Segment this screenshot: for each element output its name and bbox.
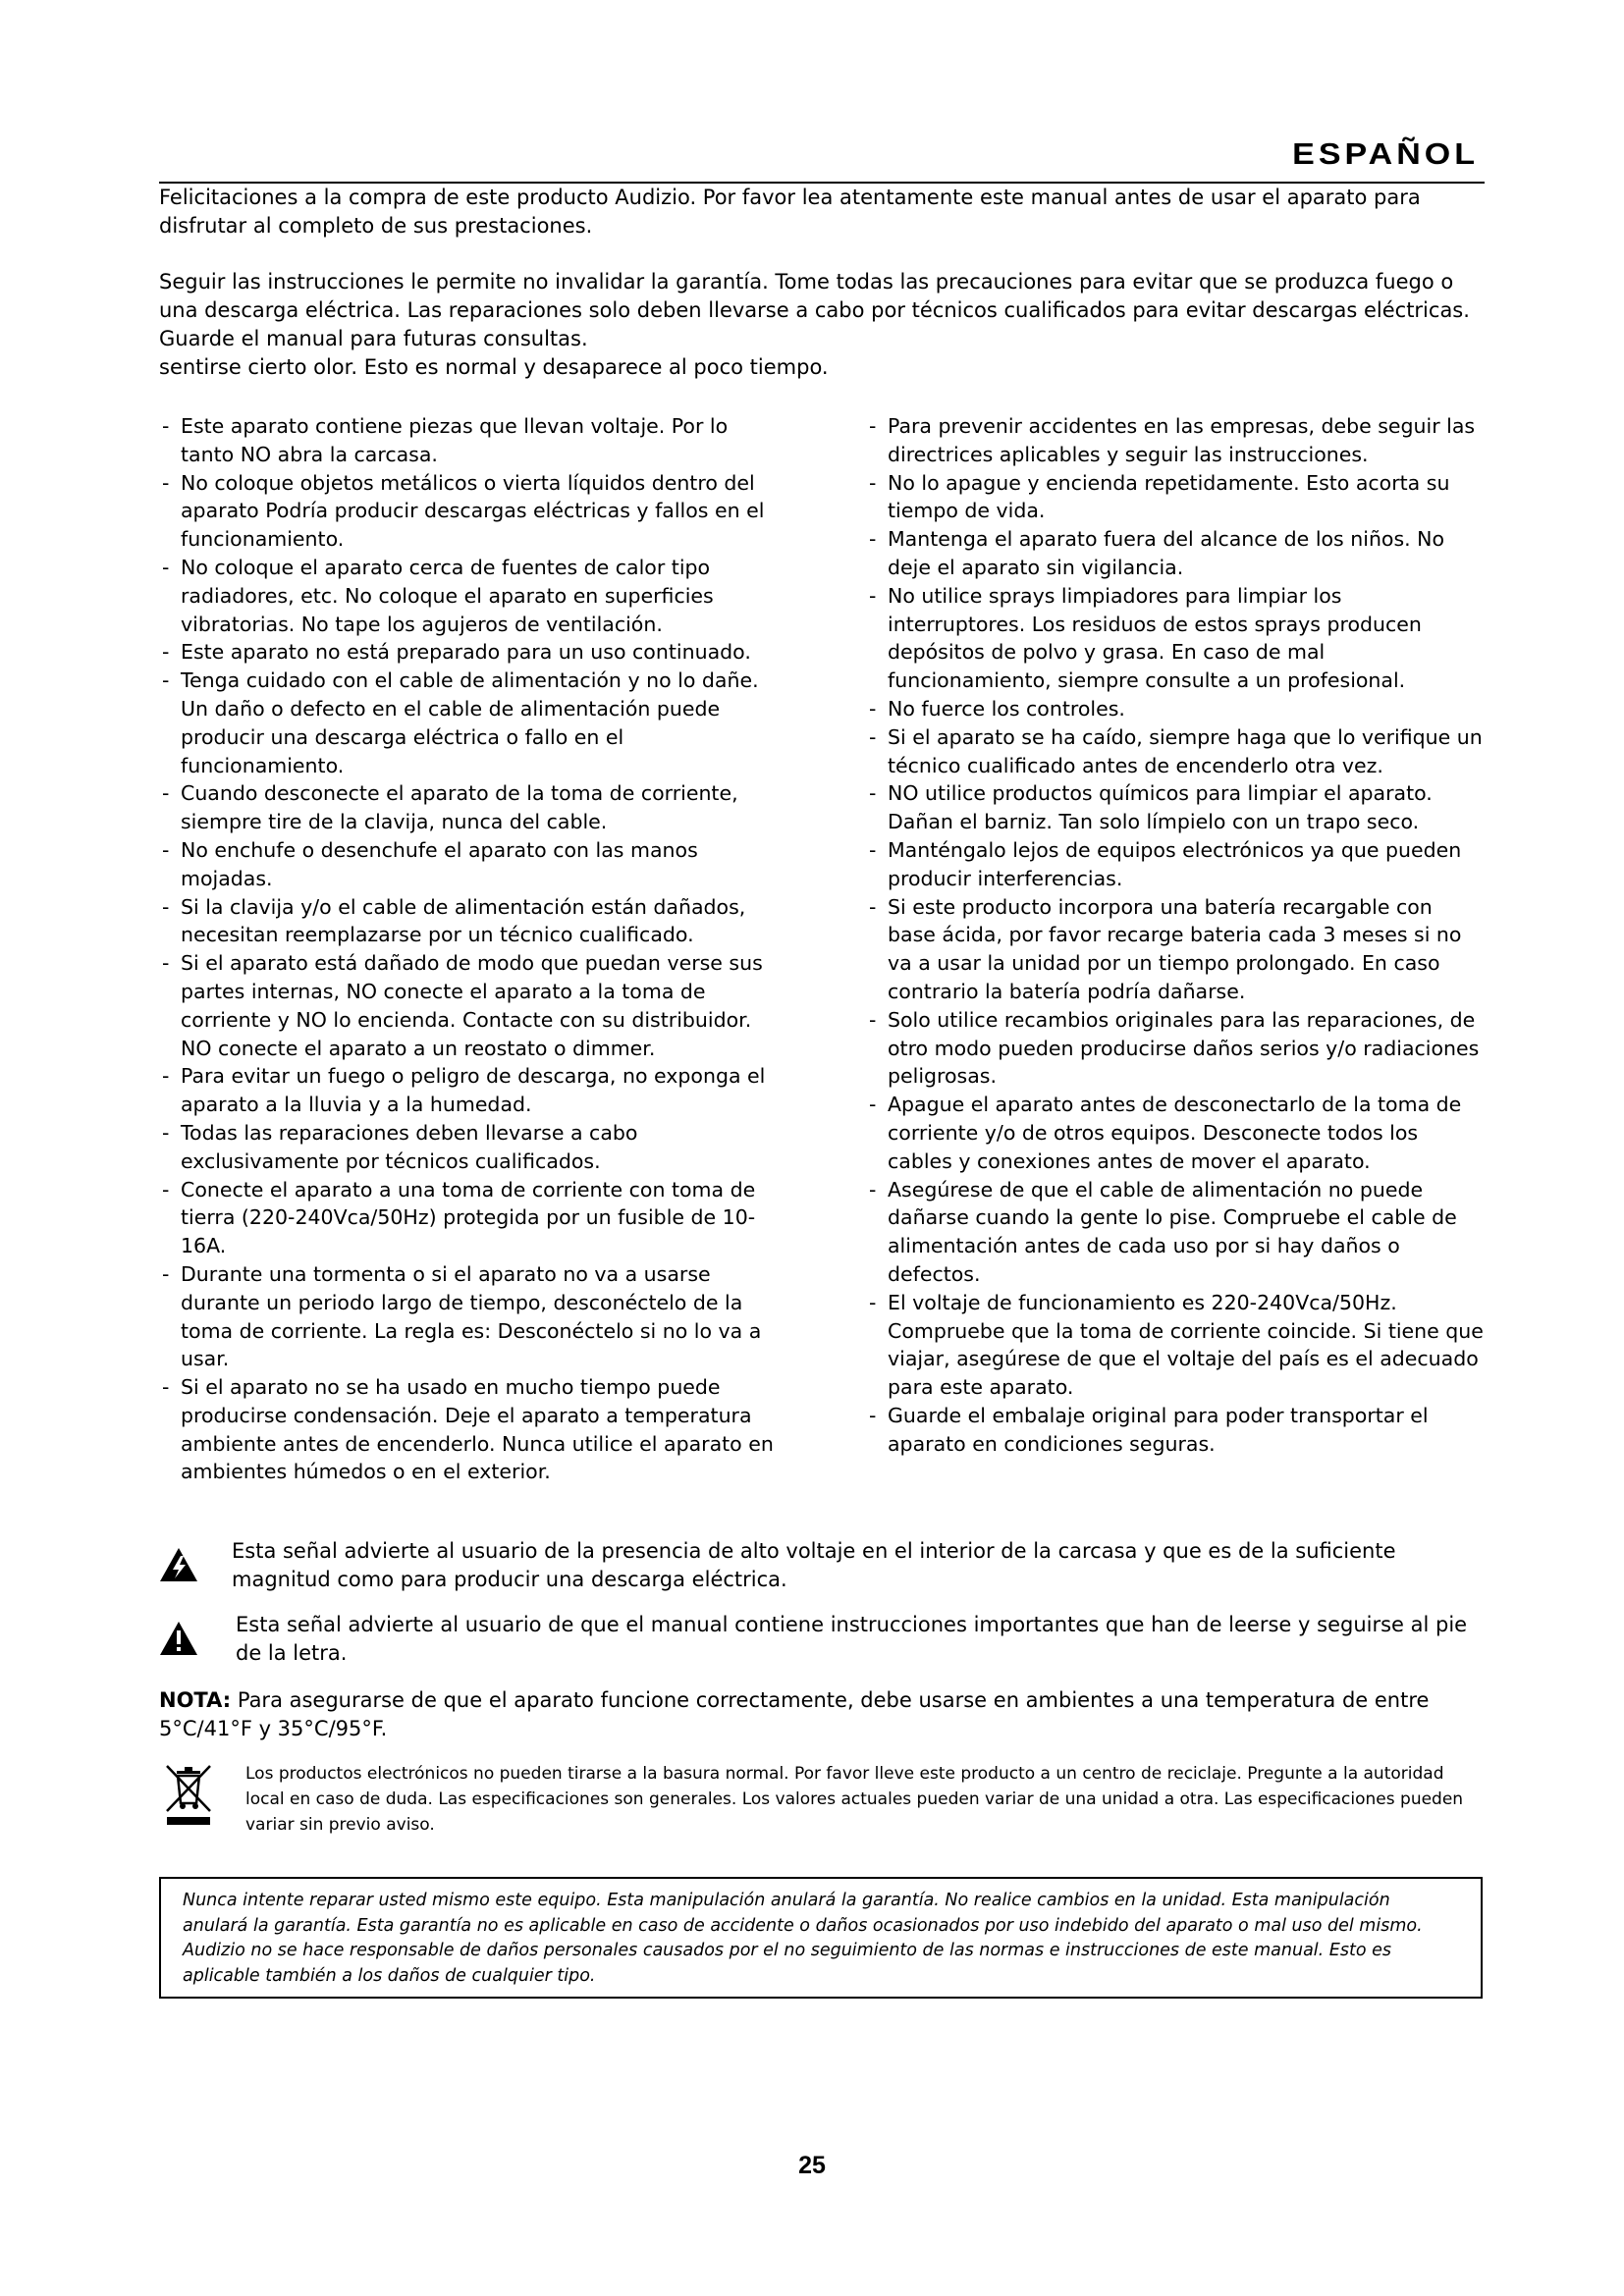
note-label: NOTA: bbox=[159, 1688, 232, 1712]
list-item: - Cuando desconecte el aparato de la toma de corriente, siempre tire de la clavija, nunca del cable. bbox=[159, 779, 778, 836]
smell-text: sentirse cierto olor. Esto es normal y desaparece al poco tiempo. bbox=[159, 355, 829, 379]
list-item: - NO utilice productos químicos para limpiar el aparato. Dañan el barniz. Tan solo límpielo con un trapo seco. bbox=[866, 779, 1485, 836]
high-voltage-icon bbox=[159, 1547, 198, 1582]
page-language-title: ESPAÑOL bbox=[1292, 136, 1479, 172]
weee-crossed-bin-icon bbox=[163, 1764, 214, 1827]
safety-instructions bbox=[159, 412, 1485, 1486]
list-item: - Todas las reparaciones deben llevarse a cabo exclusivamente por técnicos cualificados. bbox=[159, 1119, 778, 1176]
safety-list-right bbox=[866, 412, 1485, 1486]
list-item: - No fuerce los controles. bbox=[866, 695, 1485, 723]
temperature-note bbox=[159, 1686, 1485, 1743]
list-item: - Manténgalo lejos de equipos electrónicos ya que pueden producir interferencias. bbox=[866, 836, 1485, 893]
warranty-disclaimer-text: Nunca intente reparar usted mismo este equipo. Esta manipulación anulará la garantía. No realice cambios en la unidad. Esta manipulación anulará la garantía. Esta garantía no es aplicable en caso de accidente o daños ocasionados por uso indebido del aparato o mal uso del mismo. Audizio no se hace responsable de daños personales causados por el no seguimiento de las normas e instrucciones de este manual. Esto es aplicable también a los daños de cualquier tipo. bbox=[183, 1891, 1423, 1986]
list-item: - Conecte el aparato a una toma de corriente con toma de tierra (220-240Vca/50Hz) protegida por un fusible de 10-16A. bbox=[159, 1176, 778, 1260]
list-item: - Asegúrese de que el cable de alimentación no puede dañarse cuando la gente lo pise. Compruebe el cable de alimentación antes de cada uso por si hay daños o defectos. bbox=[866, 1176, 1485, 1289]
list-item: - Para prevenir accidentes en las empresas, debe seguir las directrices aplicables y seguir las instrucciones. bbox=[866, 412, 1485, 469]
exclamation-warning-icon bbox=[159, 1621, 198, 1656]
list-item: - Si el aparato no se ha usado en mucho tiempo puede producirse condensación. Deje el aparato a temperatura ambiente antes de encenderlo. Nunca utilice el aparato en ambientes húmedos o en el exterior. bbox=[159, 1373, 778, 1486]
list-item: - Si la clavija y/o el cable de alimentación están dañados, necesitan reemplazarse por un técnico cualificado. bbox=[159, 893, 778, 950]
list-item: - No coloque el aparato cerca de fuentes de calor tipo radiadores, etc. No coloque el aparato en superficies vibratorias. No tape los agujeros de ventilación. bbox=[159, 554, 778, 638]
smell-paragraph bbox=[159, 353, 1485, 382]
note-text: Para asegurarse de que el aparato funcione correctamente, debe usarse en ambientes a una temperatura de entre 5°C/41°F y 35°C/95°F. bbox=[159, 1688, 1430, 1740]
list-item: - No enchufe o desenchufe el aparato con las manos mojadas. bbox=[159, 836, 778, 893]
list-item: - Guarde el embalaje original para poder transportar el aparato en condiciones seguras. bbox=[866, 1402, 1485, 1459]
intro-text: Felicitaciones a la compra de este producto Audizio. Por favor lea atentamente este manual antes de usar el aparato para disfrutar al completo de sus prestaciones. bbox=[159, 186, 1421, 238]
list-item: - Si este producto incorpora una batería recargable con base ácida, por favor recarge bateria cada 3 meses si no va a usar la unidad por un tiempo prolongado. En caso contrario la batería podría dañarse. bbox=[866, 893, 1485, 1006]
warranty-intro-paragraph bbox=[159, 268, 1485, 353]
list-item: - Durante una tormenta o si el aparato no va a usarse durante un periodo largo de tiempo, desconéctelo de la toma de corriente. La regla es: Desconéctelo si no lo va a usar. bbox=[159, 1260, 778, 1373]
list-item: - No lo apague y encienda repetidamente. Esto acorta su tiempo de vida. bbox=[866, 469, 1485, 526]
instructions-warning-text: Esta señal advierte al usuario de que el manual contiene instrucciones importantes que han de leerse y seguirse al pie de la letra. bbox=[236, 1613, 1468, 1665]
list-item: - Tenga cuidado con el cable de alimentación y no lo dañe. Un daño o defecto en el cable de alimentación puede producir una descarga eléctrica o fallo en el funcionamiento. bbox=[159, 667, 778, 779]
warranty-intro-text: Seguir las instrucciones le permite no invalidar la garantía. Tome todas las precauciones para evitar que se produzca fuego o una descarga eléctrica. Las reparaciones solo deben llevarse a cabo por técnicos cualificados para evitar descargas eléctricas. Guarde el manual para futuras consultas. bbox=[159, 270, 1470, 350]
list-item: - Para evitar un fuego o peligro de descarga, no exponga el aparato a la lluvia y a la humedad. bbox=[159, 1062, 778, 1119]
list-item: - El voltaje de funcionamiento es 220-240Vca/50Hz. Compruebe que la toma de corriente coincide. Si tiene que viajar, asegúrese de que el voltaje del país es el adecuado para este aparato. bbox=[866, 1289, 1485, 1402]
page-number: 25 bbox=[798, 2152, 826, 2179]
list-item: - No utilice sprays limpiadores para limpiar los interruptores. Los residuos de estos sprays producen depósitos de polvo y grasa. En caso de mal funcionamiento, siempre consulte a un profesional. bbox=[866, 582, 1485, 695]
safety-list-left bbox=[159, 412, 778, 1486]
recycling-notice: Los productos electrónicos no pueden tirarse a la basura normal. Por favor lleve este producto a un centro de reciclaje. Pregunte a la autoridad local en caso de duda. Las especificaciones son generales. Los valores actuales pueden variar de una unidad a otra. Las especificaciones pueden variar sin previo aviso. bbox=[245, 1764, 1464, 1835]
list-item: - Solo utilice recambios originales para las reparaciones, de otro modo pueden producirse daños serios y/o radiaciones peligrosas. bbox=[866, 1006, 1485, 1091]
intro-paragraph bbox=[159, 184, 1485, 240]
high-voltage-warning-text: Esta señal advierte al usuario de la presencia de alto voltaje en el interior de la carcasa y que es de la suficiente magnitud como para producir una descarga eléctrica. bbox=[232, 1539, 1396, 1591]
list-item: - No coloque objetos metálicos o vierta líquidos dentro del aparato Podría producir descargas eléctricas y fallos en el funcionamiento. bbox=[159, 469, 778, 554]
list-item: - Mantenga el aparato fuera del alcance de los niños. No deje el aparato sin vigilancia. bbox=[866, 525, 1485, 582]
list-item: - Si el aparato se ha caído, siempre haga que lo verifique un técnico cualificado antes de encenderlo otra vez. bbox=[866, 723, 1485, 780]
list-item: - Apague el aparato antes de desconectarlo de la toma de corriente y/o de otros equipos. Desconecte todos los cables y conexiones antes de mover el aparato. bbox=[866, 1091, 1485, 1175]
list-item: - Este aparato no está preparado para un uso continuado. bbox=[159, 638, 778, 667]
list-item: - Este aparato contiene piezas que llevan voltaje. Por lo tanto NO abra la carcasa. bbox=[159, 412, 778, 469]
warranty-disclaimer-box bbox=[159, 1877, 1483, 1999]
list-item: - Si el aparato está dañado de modo que puedan verse sus partes internas, NO conecte el aparato a la toma de corriente y NO lo encienda. Contacte con su distribuidor. NO conecte el aparato a un reostato o dimmer. bbox=[159, 949, 778, 1062]
